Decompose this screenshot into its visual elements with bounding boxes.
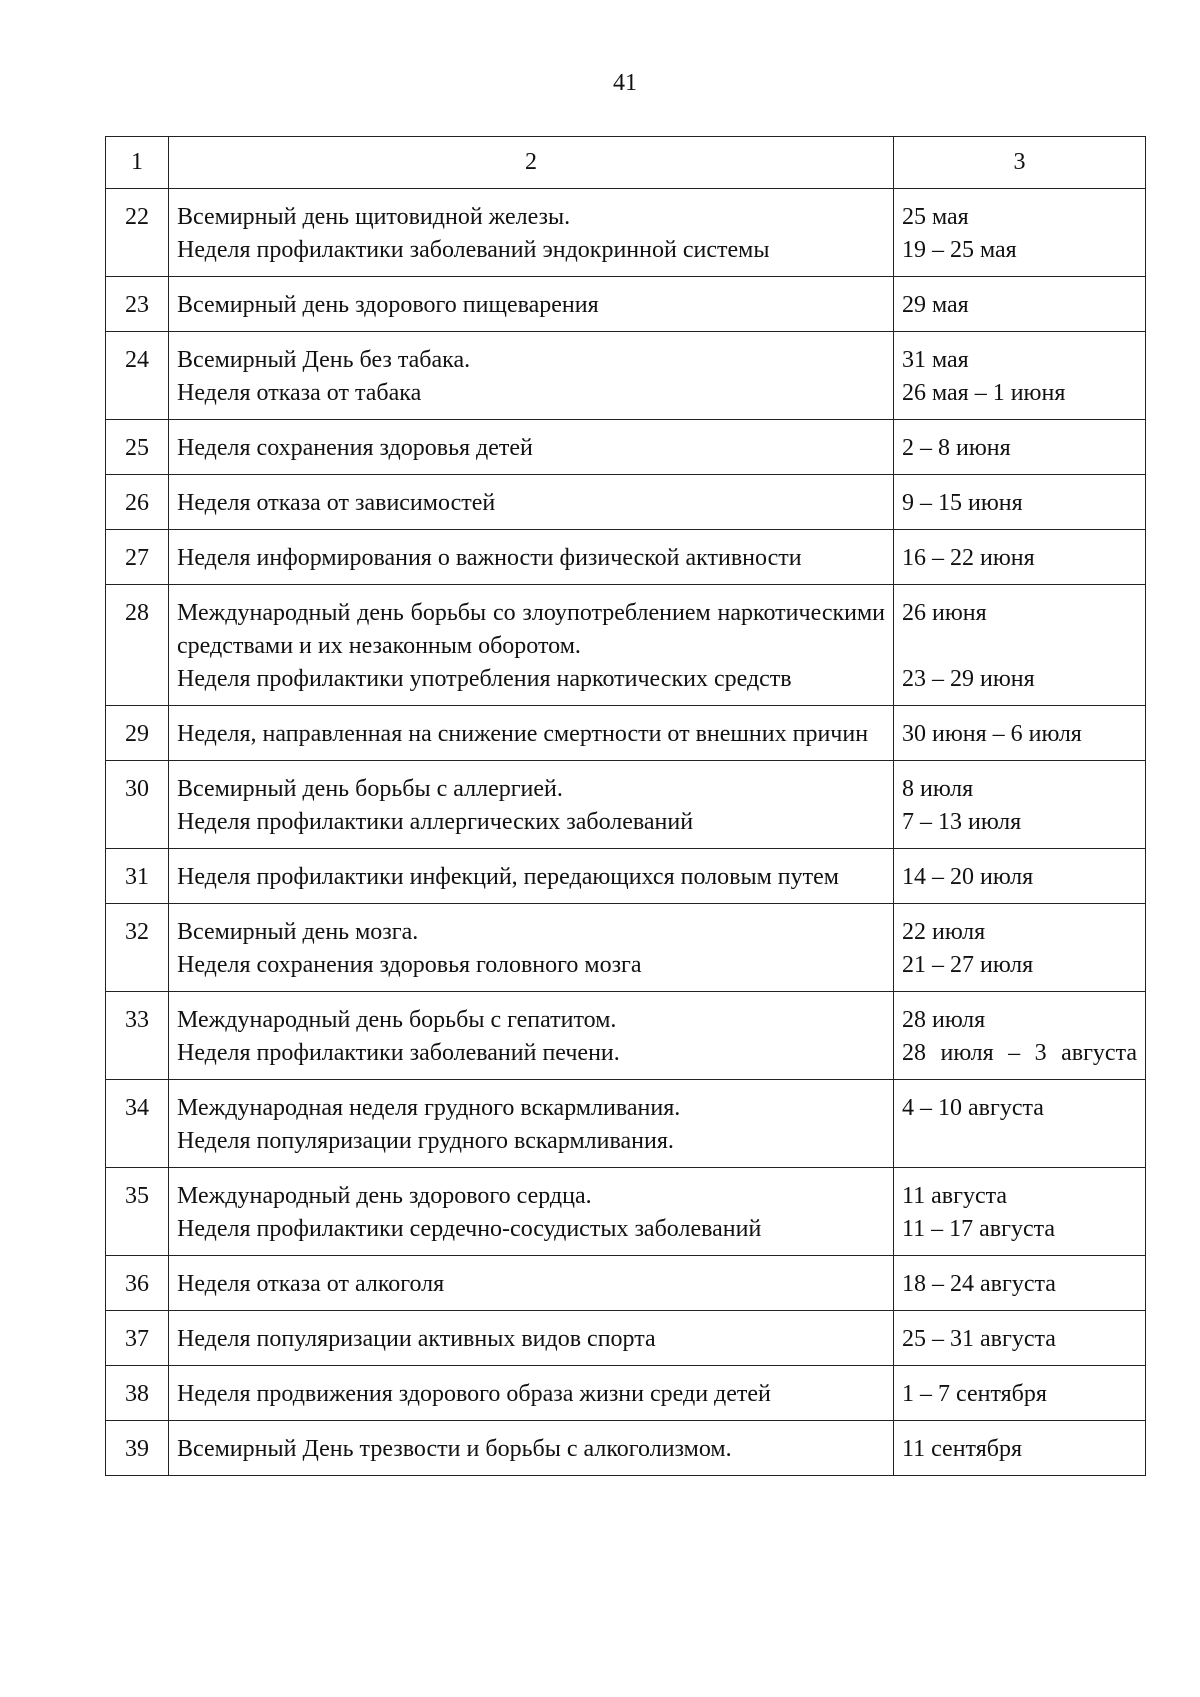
date-cell [894, 1080, 1146, 1168]
row-number: 28 [106, 585, 169, 706]
table-row [106, 904, 1146, 992]
table-row [106, 585, 1146, 706]
date-cell [894, 1311, 1146, 1366]
event-name: Неделя отказа от алкоголя [177, 1271, 445, 1297]
row-number: 38 [106, 1366, 169, 1421]
row-number: 37 [106, 1311, 169, 1366]
event-cell [169, 761, 894, 849]
event-date: 23 – 29 июня [902, 666, 1035, 692]
date-cell [894, 530, 1146, 585]
event-name: Неделя профилактики аллергических заболеваний [177, 809, 694, 835]
event-cell [169, 1256, 894, 1311]
event-name: Неделя отказа от зависимостей [177, 490, 496, 516]
event-date: 4 – 10 августа [902, 1095, 1044, 1121]
event-date: 14 – 20 июля [902, 864, 1034, 890]
table-row [106, 1080, 1146, 1168]
event-date: 25 – 31 августа [902, 1326, 1056, 1352]
table-row [106, 761, 1146, 849]
event-name: Всемирный день здорового пищеварения [177, 292, 599, 318]
table-row [106, 420, 1146, 475]
row-number: 26 [106, 475, 169, 530]
event-cell [169, 904, 894, 992]
event-cell [169, 420, 894, 475]
row-number: 30 [106, 761, 169, 849]
events-table [105, 136, 1146, 1476]
date-cell [894, 1366, 1146, 1421]
row-number: 32 [106, 904, 169, 992]
event-name: Международный день борьбы с гепатитом. [177, 1007, 617, 1033]
table-row [106, 992, 1146, 1080]
table-row [106, 530, 1146, 585]
event-name: Неделя сохранения здоровья головного мозга [177, 952, 642, 978]
event-date: 21 – 27 июля [902, 952, 1034, 978]
event-cell [169, 1080, 894, 1168]
event-name: Международная неделя грудного вскармливания. [177, 1095, 681, 1121]
event-cell [169, 277, 894, 332]
date-cell [894, 332, 1146, 420]
event-cell [169, 1311, 894, 1366]
table-row [106, 706, 1146, 761]
date-cell [894, 1256, 1146, 1311]
row-number: 34 [106, 1080, 169, 1168]
event-cell [169, 1421, 894, 1476]
event-name: Всемирный день мозга. [177, 919, 419, 945]
event-name: Неделя профилактики инфекций, передающихся половым путем [177, 864, 839, 890]
event-cell [169, 706, 894, 761]
table-row [106, 332, 1146, 420]
event-name: Неделя профилактики употребления наркотических средств [177, 666, 792, 692]
table-row [106, 1421, 1146, 1476]
event-name: Международный день здорового сердца. [177, 1183, 592, 1209]
event-cell [169, 1168, 894, 1256]
event-name: Неделя популяризации активных видов спорта [177, 1326, 656, 1352]
row-number: 29 [106, 706, 169, 761]
date-cell [894, 1421, 1146, 1476]
column-header-event: 2 [169, 137, 894, 189]
row-number: 36 [106, 1256, 169, 1311]
event-name: Неделя профилактики сердечно-сосудистых заболеваний [177, 1216, 762, 1242]
row-number: 25 [106, 420, 169, 475]
event-date: 8 июля [902, 776, 974, 802]
date-cell [894, 1168, 1146, 1256]
event-name: Всемирный день борьбы с аллергией. [177, 776, 563, 802]
date-cell [894, 992, 1146, 1080]
event-name: Всемирный День без табака. [177, 347, 471, 373]
event-name: Неделя профилактики заболеваний печени. [177, 1040, 620, 1066]
event-date: 18 – 24 августа [902, 1271, 1056, 1297]
table-header-row [106, 137, 1146, 189]
row-number: 31 [106, 849, 169, 904]
row-number: 33 [106, 992, 169, 1080]
event-name: Всемирный День трезвости и борьбы с алкоголизмом. [177, 1436, 732, 1462]
event-name: Неделя продвижения здорового образа жизни среди детей [177, 1381, 771, 1407]
page-number: 41 [613, 70, 637, 96]
event-cell [169, 849, 894, 904]
table-row [106, 475, 1146, 530]
row-number: 22 [106, 189, 169, 277]
event-date: 7 – 13 июля [902, 809, 1022, 835]
event-date: 29 мая [902, 292, 969, 318]
event-cell [169, 332, 894, 420]
table-row [106, 1311, 1146, 1366]
event-date: 28 июля – 3 августа [902, 1040, 1137, 1066]
table-row [106, 849, 1146, 904]
row-number: 39 [106, 1421, 169, 1476]
event-name: Всемирный день щитовидной железы. [177, 204, 571, 230]
event-cell [169, 992, 894, 1080]
event-cell [169, 585, 894, 706]
event-name: Неделя информирования о важности физической активности [177, 545, 802, 571]
event-date: 11 – 17 августа [902, 1216, 1056, 1242]
event-cell [169, 189, 894, 277]
date-cell [894, 277, 1146, 332]
date-cell [894, 904, 1146, 992]
date-cell [894, 849, 1146, 904]
event-date: 2 – 8 июня [902, 435, 1011, 461]
event-date: 1 – 7 сентября [902, 1381, 1047, 1407]
date-cell [894, 761, 1146, 849]
event-cell [169, 530, 894, 585]
row-number: 24 [106, 332, 169, 420]
event-date: 16 – 22 июня [902, 545, 1035, 571]
table-row [106, 1168, 1146, 1256]
event-date: 19 – 25 мая [902, 237, 1017, 263]
date-cell [894, 189, 1146, 277]
event-date: 11 августа [902, 1183, 1008, 1209]
event-date: 26 мая – 1 июня [902, 380, 1066, 406]
row-number: 27 [106, 530, 169, 585]
event-date: 28 июля [902, 1007, 986, 1033]
event-cell [169, 475, 894, 530]
event-date: 31 мая [902, 347, 969, 373]
date-cell [894, 706, 1146, 761]
date-cell [894, 585, 1146, 706]
table-row [106, 1366, 1146, 1421]
column-header-date: 3 [894, 137, 1146, 189]
table-row [106, 1256, 1146, 1311]
column-header-number: 1 [106, 137, 169, 189]
row-number: 23 [106, 277, 169, 332]
event-date: 25 мая [902, 204, 969, 230]
event-date: 11 сентября [902, 1436, 1023, 1462]
event-name: Неделя профилактики заболеваний эндокринной системы [177, 237, 770, 263]
event-date: 9 – 15 июня [902, 490, 1023, 516]
event-name: Неделя отказа от табака [177, 380, 422, 406]
date-cell [894, 420, 1146, 475]
event-name: Неделя сохранения здоровья детей [177, 435, 533, 461]
event-date: 30 июня – 6 июля [902, 721, 1082, 747]
event-name: Неделя популяризации грудного вскармливания. [177, 1128, 674, 1154]
event-date: 26 июня [902, 600, 987, 626]
event-name: Неделя, направленная на снижение смертности от внешних причин [177, 721, 869, 747]
row-number: 35 [106, 1168, 169, 1256]
event-cell [169, 1366, 894, 1421]
event-name: Международный день борьбы со злоупотреблением наркотическими средствами и их незаконным оборотом. [177, 600, 885, 659]
date-cell [894, 475, 1146, 530]
event-date: 22 июля [902, 919, 986, 945]
table-row [106, 189, 1146, 277]
table-row [106, 277, 1146, 332]
